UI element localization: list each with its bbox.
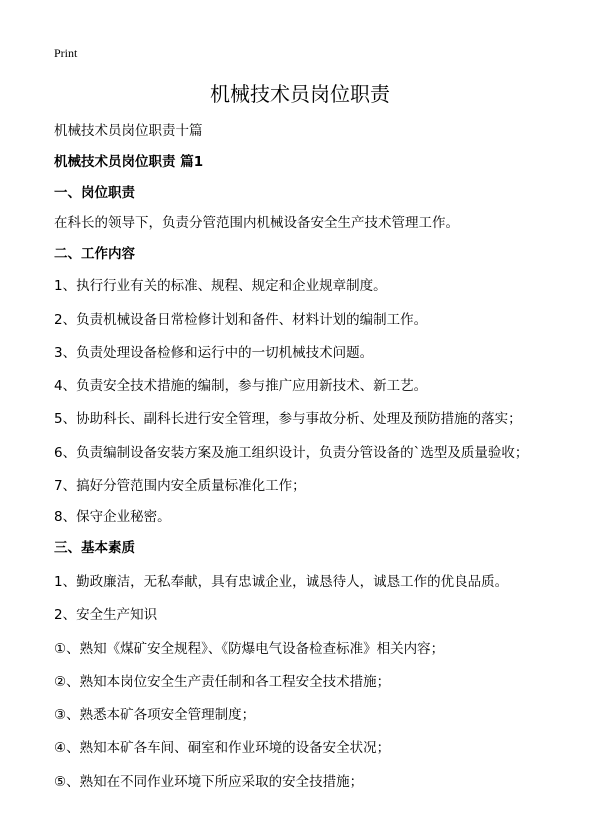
list-item: ③、熟悉本矿各项安全管理制度； [54, 707, 256, 723]
print-link[interactable]: Print [54, 46, 78, 60]
heading-duties: 一、岗位职责 [54, 185, 135, 201]
document-subtitle: 机械技术员岗位职责十篇 [54, 123, 203, 139]
section-title: 机械技术员岗位职责 篇1 [54, 154, 204, 170]
list-item: 6、负责编制设备安装方案及施工组织设计，负责分管设备的`选型及质量验收； [54, 445, 529, 461]
list-item: 1、执行行业有关的标准、规程、规定和企业规章制度。 [54, 278, 387, 294]
page-title: 机械技术员岗位职责 [210, 82, 390, 106]
list-item: ⑤、熟知在不同作业环境下所应采取的安全技措施； [54, 774, 364, 790]
heading-work-content: 二、工作内容 [54, 246, 135, 262]
list-item: 5、协助科长、副科长进行安全管理，参与事故分析、处理及预防措施的落实； [54, 411, 522, 427]
list-item: 1、勤政廉洁，无私奉献，具有忠诚企业，诚恳待人，诚恳工作的优良品质。 [54, 574, 509, 590]
list-item: ②、熟知本岗位安全生产责任制和各工程安全技术措施； [54, 674, 391, 690]
heading-basic-qualities: 三、基本素质 [54, 540, 135, 556]
list-item: 3、负责处理设备检修和运行中的一切机械技术问题。 [54, 345, 374, 361]
list-item: 2、安全生产知识 [54, 607, 158, 623]
list-item: ①、熟知《煤矿安全规程》、《防爆电气设备检查标准》相关内容； [54, 641, 445, 657]
duties-paragraph: 在科长的领导下，负责分管范围内机械设备安全生产技术管理工作。 [54, 215, 459, 231]
list-item: 4、负责安全技术措施的编制，参与推广应用新技术、新工艺。 [54, 378, 428, 394]
list-item: 8、保守企业秘密。 [54, 509, 171, 525]
list-item: 2、负责机械设备日常检修计划和备件、材料计划的编制工作。 [54, 312, 428, 328]
list-item: ④、熟知本矿各车间、硐室和作业环境的设备安全状况； [54, 740, 391, 756]
list-item: 7、搞好分管范围内安全质量标准化工作； [54, 478, 306, 494]
